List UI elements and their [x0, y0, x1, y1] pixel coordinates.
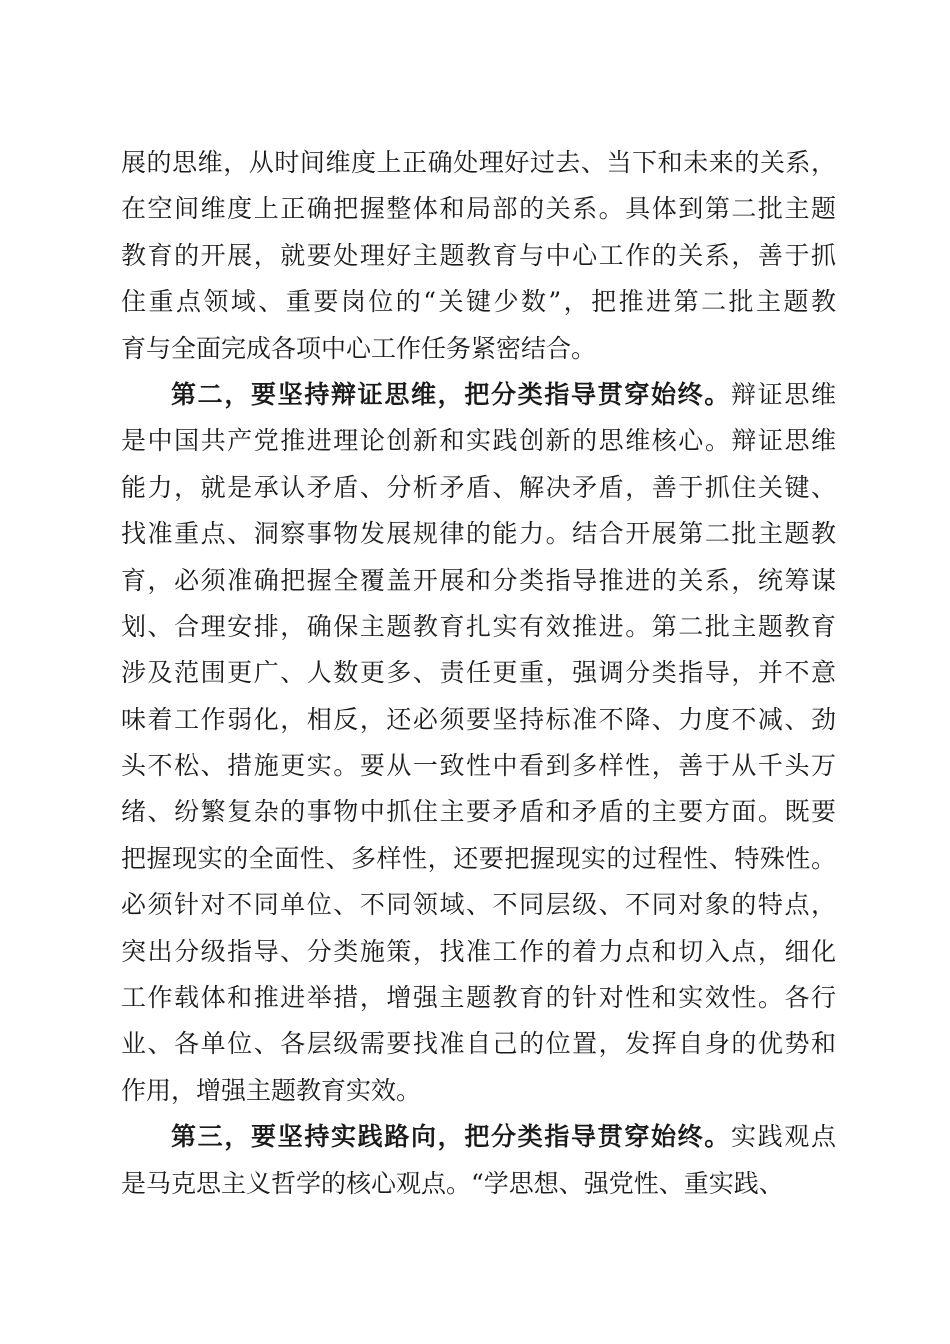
text-line: 涉及范围更广、人数更多、责任更重，强调分类指导，并不意 — [121, 658, 836, 688]
text-line: 划、合理安排，确保主题教育扎实有效推进。第二批主题教育 — [121, 611, 836, 641]
paragraph-first-line — [121, 372, 836, 418]
text-line: 作用，增强主题教育实效。 — [121, 1075, 422, 1105]
text-line: 是马克思主义哲学的核心观点。“学思想、强党性、重实践、 — [121, 1168, 784, 1198]
text-line: 必须针对不同单位、不同领域、不同层级、不同对象的特点， — [121, 890, 836, 920]
text-line: 住重点领域、重要岗位的“关键少数”，把推进第二批主题教 — [121, 287, 836, 317]
text-line: 找准重点、洞察事物发展规律的能力。结合开展第二批主题教 — [121, 519, 836, 549]
section-heading: 第二，要坚持辩证思维，把分类指导贯穿始终。 — [171, 379, 731, 409]
text-line: 突出分级指导、分类施策，找准工作的着力点和切入点，细化 — [121, 936, 836, 966]
text-fragment: 实践观点 — [730, 1122, 836, 1152]
text-line: 工作载体和推进举措，增强主题教育的针对性和实效性。各行 — [121, 983, 836, 1013]
document-body — [121, 140, 836, 1207]
paragraph-1 — [121, 140, 836, 372]
text-line: 能力，就是承认矛盾、分析矛盾、解决矛盾，善于抓住关键、 — [121, 472, 836, 502]
text-fragment: 辩证思维 — [730, 379, 836, 409]
paragraph-2 — [121, 372, 836, 1114]
text-line: 教育的开展，就要处理好主题教育与中心工作的关系，善于抓 — [121, 240, 836, 270]
text-line: 育，必须准确把握全覆盖开展和分类指导推进的关系，统筹谋 — [121, 565, 836, 595]
paragraph-first-line — [121, 1114, 836, 1160]
text-line: 业、各单位、各层级需要找准自己的位置，发挥自身的优势和 — [121, 1029, 836, 1059]
paragraph-3 — [121, 1114, 836, 1207]
text-line: 头不松、措施更实。要从一致性中看到多样性，善于从千头万 — [121, 751, 836, 781]
text-line: 是中国共产党推进理论创新和实践创新的思维核心。辩证思维 — [121, 426, 836, 456]
section-heading: 第三，要坚持实践路向，把分类指导贯穿始终。 — [171, 1122, 731, 1152]
text-line: 在空间维度上正确把握整体和局部的关系。具体到第二批主题 — [121, 194, 836, 224]
text-line: 味着工作弱化，相反，还必须要坚持标准不降、力度不减、劲 — [121, 704, 836, 734]
text-line: 育与全面完成各项中心工作任务紧密结合。 — [121, 333, 597, 363]
text-line: 展的思维，从时间维度上正确处理好过去、当下和未来的关系， — [121, 148, 836, 177]
text-line: 绪、纷繁复杂的事物中抓住主要矛盾和矛盾的主要方面。既要 — [121, 797, 836, 827]
text-line: 把握现实的全面性、多样性，还要把握现实的过程性、特殊性。 — [121, 843, 836, 873]
